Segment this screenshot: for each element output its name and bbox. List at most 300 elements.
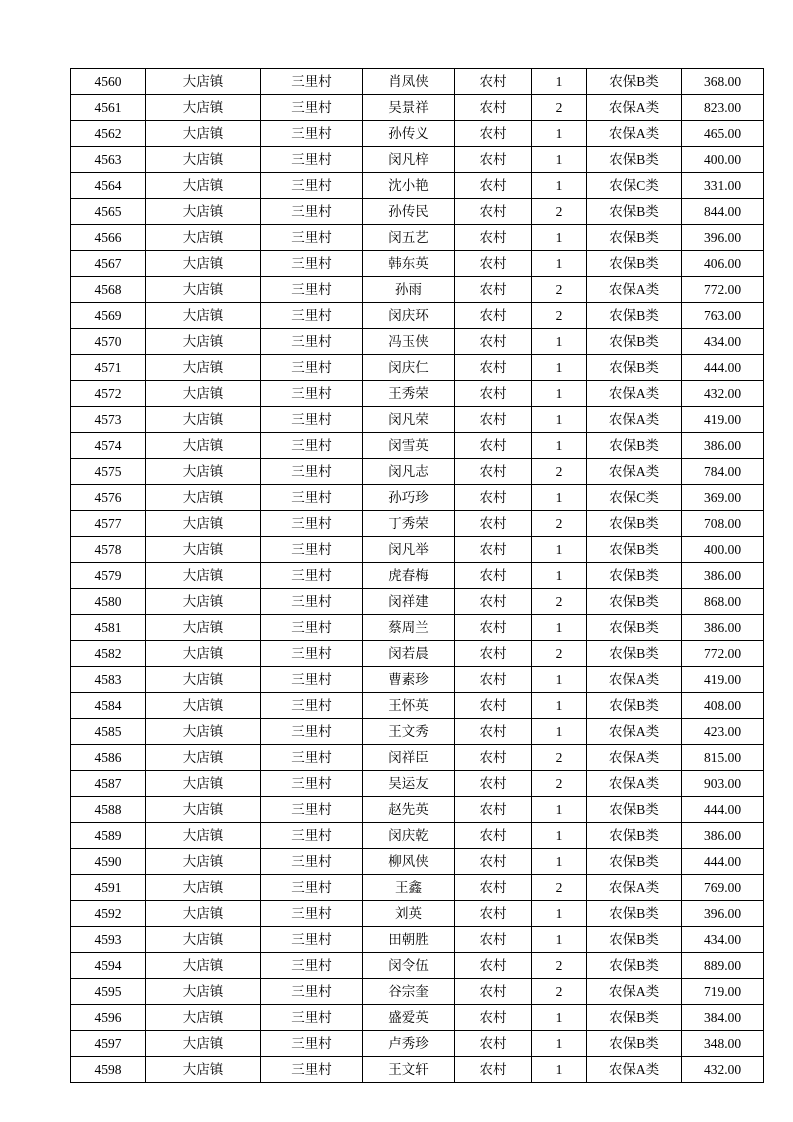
- cell-category: 农保B类: [587, 563, 682, 589]
- cell-count: 2: [532, 511, 587, 537]
- cell-village: 三里村: [261, 901, 363, 927]
- cell-household-type: 农村: [455, 771, 532, 797]
- cell-count: 1: [532, 225, 587, 251]
- cell-id: 4597: [71, 1031, 146, 1057]
- cell-village: 三里村: [261, 771, 363, 797]
- cell-household-type: 农村: [455, 485, 532, 511]
- cell-town: 大店镇: [146, 1031, 261, 1057]
- cell-id: 4563: [71, 147, 146, 173]
- cell-village: 三里村: [261, 95, 363, 121]
- cell-amount: 423.00: [682, 719, 764, 745]
- cell-amount: 396.00: [682, 901, 764, 927]
- cell-count: 1: [532, 1057, 587, 1083]
- cell-category: 农保B类: [587, 147, 682, 173]
- cell-village: 三里村: [261, 407, 363, 433]
- cell-category: 农保B类: [587, 303, 682, 329]
- cell-id: 4560: [71, 69, 146, 95]
- cell-amount: 386.00: [682, 823, 764, 849]
- cell-id: 4583: [71, 667, 146, 693]
- cell-name: 柳风侠: [363, 849, 455, 875]
- cell-amount: 844.00: [682, 199, 764, 225]
- cell-name: 孙传民: [363, 199, 455, 225]
- cell-village: 三里村: [261, 927, 363, 953]
- cell-name: 闵凡荣: [363, 407, 455, 433]
- table-row: [71, 225, 764, 251]
- cell-town: 大店镇: [146, 69, 261, 95]
- cell-id: 4567: [71, 251, 146, 277]
- cell-name: 孙雨: [363, 277, 455, 303]
- cell-category: 农保B类: [587, 823, 682, 849]
- cell-category: 农保A类: [587, 459, 682, 485]
- cell-count: 2: [532, 95, 587, 121]
- cell-amount: 769.00: [682, 875, 764, 901]
- cell-category: 农保B类: [587, 355, 682, 381]
- cell-amount: 400.00: [682, 147, 764, 173]
- cell-town: 大店镇: [146, 745, 261, 771]
- cell-village: 三里村: [261, 485, 363, 511]
- cell-id: 4596: [71, 1005, 146, 1031]
- cell-town: 大店镇: [146, 407, 261, 433]
- cell-id: 4561: [71, 95, 146, 121]
- cell-id: 4572: [71, 381, 146, 407]
- cell-id: 4598: [71, 1057, 146, 1083]
- table-row: [71, 251, 764, 277]
- cell-town: 大店镇: [146, 615, 261, 641]
- cell-count: 1: [532, 121, 587, 147]
- cell-name: 闵祥建: [363, 589, 455, 615]
- cell-name: 闵令伍: [363, 953, 455, 979]
- cell-name: 谷宗奎: [363, 979, 455, 1005]
- cell-name: 肖凤侠: [363, 69, 455, 95]
- cell-town: 大店镇: [146, 121, 261, 147]
- cell-household-type: 农村: [455, 979, 532, 1005]
- cell-name: 闵庆环: [363, 303, 455, 329]
- cell-town: 大店镇: [146, 667, 261, 693]
- cell-household-type: 农村: [455, 667, 532, 693]
- table-row: [71, 173, 764, 199]
- cell-amount: 396.00: [682, 225, 764, 251]
- cell-id: 4568: [71, 277, 146, 303]
- cell-amount: 772.00: [682, 277, 764, 303]
- cell-category: 农保A类: [587, 745, 682, 771]
- cell-count: 2: [532, 303, 587, 329]
- cell-household-type: 农村: [455, 745, 532, 771]
- cell-id: 4585: [71, 719, 146, 745]
- table-row: [71, 849, 764, 875]
- cell-town: 大店镇: [146, 823, 261, 849]
- table-row: [71, 563, 764, 589]
- table-row: [71, 589, 764, 615]
- cell-id: 4579: [71, 563, 146, 589]
- table-row: [71, 511, 764, 537]
- cell-category: 农保B类: [587, 589, 682, 615]
- table-row: [71, 979, 764, 1005]
- cell-household-type: 农村: [455, 901, 532, 927]
- cell-count: 2: [532, 953, 587, 979]
- cell-household-type: 农村: [455, 927, 532, 953]
- cell-household-type: 农村: [455, 1057, 532, 1083]
- cell-town: 大店镇: [146, 329, 261, 355]
- cell-household-type: 农村: [455, 303, 532, 329]
- cell-household-type: 农村: [455, 563, 532, 589]
- cell-village: 三里村: [261, 719, 363, 745]
- cell-village: 三里村: [261, 797, 363, 823]
- table-row: [71, 381, 764, 407]
- cell-amount: 434.00: [682, 329, 764, 355]
- cell-town: 大店镇: [146, 797, 261, 823]
- table-row: [71, 1057, 764, 1083]
- cell-village: 三里村: [261, 667, 363, 693]
- cell-household-type: 农村: [455, 199, 532, 225]
- cell-amount: 868.00: [682, 589, 764, 615]
- cell-name: 闵凡举: [363, 537, 455, 563]
- cell-amount: 368.00: [682, 69, 764, 95]
- cell-category: 农保A类: [587, 407, 682, 433]
- cell-amount: 331.00: [682, 173, 764, 199]
- cell-category: 农保A类: [587, 719, 682, 745]
- cell-name: 蔡周兰: [363, 615, 455, 641]
- cell-count: 1: [532, 355, 587, 381]
- cell-id: 4564: [71, 173, 146, 199]
- cell-town: 大店镇: [146, 433, 261, 459]
- table-row: [71, 407, 764, 433]
- cell-town: 大店镇: [146, 511, 261, 537]
- cell-household-type: 农村: [455, 641, 532, 667]
- cell-count: 1: [532, 927, 587, 953]
- cell-count: 1: [532, 719, 587, 745]
- cell-name: 田朝胜: [363, 927, 455, 953]
- table-row: [71, 875, 764, 901]
- cell-category: 农保B类: [587, 1031, 682, 1057]
- cell-name: 王文轩: [363, 1057, 455, 1083]
- cell-id: 4569: [71, 303, 146, 329]
- cell-category: 农保B类: [587, 69, 682, 95]
- cell-category: 农保B类: [587, 849, 682, 875]
- cell-category: 农保A类: [587, 979, 682, 1005]
- cell-household-type: 农村: [455, 173, 532, 199]
- cell-category: 农保B类: [587, 329, 682, 355]
- cell-name: 韩东英: [363, 251, 455, 277]
- cell-village: 三里村: [261, 277, 363, 303]
- cell-id: 4565: [71, 199, 146, 225]
- cell-village: 三里村: [261, 459, 363, 485]
- cell-amount: 772.00: [682, 641, 764, 667]
- cell-village: 三里村: [261, 381, 363, 407]
- cell-id: 4575: [71, 459, 146, 485]
- cell-amount: 386.00: [682, 563, 764, 589]
- cell-household-type: 农村: [455, 1005, 532, 1031]
- cell-id: 4593: [71, 927, 146, 953]
- cell-name: 王鑫: [363, 875, 455, 901]
- cell-town: 大店镇: [146, 901, 261, 927]
- cell-town: 大店镇: [146, 771, 261, 797]
- cell-town: 大店镇: [146, 979, 261, 1005]
- cell-name: 虎春梅: [363, 563, 455, 589]
- cell-category: 农保B类: [587, 225, 682, 251]
- cell-count: 2: [532, 199, 587, 225]
- cell-id: 4592: [71, 901, 146, 927]
- cell-count: 1: [532, 173, 587, 199]
- cell-village: 三里村: [261, 69, 363, 95]
- table-row: [71, 719, 764, 745]
- cell-household-type: 农村: [455, 407, 532, 433]
- cell-village: 三里村: [261, 1031, 363, 1057]
- table-row: [71, 927, 764, 953]
- cell-name: 王秀荣: [363, 381, 455, 407]
- cell-id: 4594: [71, 953, 146, 979]
- cell-name: 闵庆仁: [363, 355, 455, 381]
- cell-village: 三里村: [261, 1005, 363, 1031]
- cell-name: 卢秀珍: [363, 1031, 455, 1057]
- cell-id: 4588: [71, 797, 146, 823]
- cell-name: 沈小艳: [363, 173, 455, 199]
- table-row: [71, 1005, 764, 1031]
- cell-id: 4591: [71, 875, 146, 901]
- cell-household-type: 农村: [455, 95, 532, 121]
- cell-town: 大店镇: [146, 537, 261, 563]
- cell-count: 1: [532, 433, 587, 459]
- cell-amount: 408.00: [682, 693, 764, 719]
- cell-amount: 763.00: [682, 303, 764, 329]
- table-row: [71, 823, 764, 849]
- cell-amount: 419.00: [682, 667, 764, 693]
- cell-household-type: 农村: [455, 329, 532, 355]
- cell-count: 1: [532, 563, 587, 589]
- cell-category: 农保B类: [587, 251, 682, 277]
- cell-count: 1: [532, 251, 587, 277]
- cell-village: 三里村: [261, 251, 363, 277]
- table-row: [71, 641, 764, 667]
- table-row: [71, 433, 764, 459]
- cell-count: 1: [532, 1031, 587, 1057]
- cell-amount: 708.00: [682, 511, 764, 537]
- cell-count: 2: [532, 771, 587, 797]
- cell-village: 三里村: [261, 875, 363, 901]
- cell-village: 三里村: [261, 745, 363, 771]
- cell-household-type: 农村: [455, 1031, 532, 1057]
- cell-id: 4590: [71, 849, 146, 875]
- cell-id: 4571: [71, 355, 146, 381]
- table-row: [71, 1031, 764, 1057]
- cell-household-type: 农村: [455, 693, 532, 719]
- cell-category: 农保B类: [587, 927, 682, 953]
- cell-category: 农保A类: [587, 771, 682, 797]
- cell-name: 闵若晨: [363, 641, 455, 667]
- cell-town: 大店镇: [146, 277, 261, 303]
- cell-category: 农保B类: [587, 953, 682, 979]
- cell-village: 三里村: [261, 823, 363, 849]
- cell-category: 农保B类: [587, 693, 682, 719]
- cell-count: 1: [532, 407, 587, 433]
- cell-id: 4566: [71, 225, 146, 251]
- cell-category: 农保A类: [587, 277, 682, 303]
- cell-amount: 784.00: [682, 459, 764, 485]
- cell-name: 刘英: [363, 901, 455, 927]
- cell-amount: 369.00: [682, 485, 764, 511]
- cell-name: 闵雪英: [363, 433, 455, 459]
- cell-village: 三里村: [261, 641, 363, 667]
- cell-count: 1: [532, 615, 587, 641]
- cell-household-type: 农村: [455, 381, 532, 407]
- cell-household-type: 农村: [455, 615, 532, 641]
- table-row: [71, 485, 764, 511]
- cell-household-type: 农村: [455, 147, 532, 173]
- cell-category: 农保B类: [587, 797, 682, 823]
- cell-town: 大店镇: [146, 459, 261, 485]
- table-row: [71, 355, 764, 381]
- cell-category: 农保B类: [587, 1005, 682, 1031]
- cell-village: 三里村: [261, 849, 363, 875]
- cell-category: 农保C类: [587, 173, 682, 199]
- cell-town: 大店镇: [146, 251, 261, 277]
- cell-town: 大店镇: [146, 927, 261, 953]
- cell-village: 三里村: [261, 953, 363, 979]
- table-row: [71, 95, 764, 121]
- cell-town: 大店镇: [146, 849, 261, 875]
- cell-town: 大店镇: [146, 719, 261, 745]
- cell-village: 三里村: [261, 225, 363, 251]
- subsidy-table: [70, 68, 764, 1083]
- cell-village: 三里村: [261, 979, 363, 1005]
- cell-category: 农保A类: [587, 381, 682, 407]
- cell-id: 4577: [71, 511, 146, 537]
- cell-household-type: 农村: [455, 511, 532, 537]
- cell-count: 1: [532, 381, 587, 407]
- cell-name: 孙传义: [363, 121, 455, 147]
- cell-category: 农保A类: [587, 875, 682, 901]
- cell-town: 大店镇: [146, 953, 261, 979]
- cell-village: 三里村: [261, 199, 363, 225]
- table-row: [71, 121, 764, 147]
- cell-household-type: 农村: [455, 719, 532, 745]
- cell-town: 大店镇: [146, 563, 261, 589]
- table-row: [71, 147, 764, 173]
- cell-id: 4587: [71, 771, 146, 797]
- cell-name: 赵先英: [363, 797, 455, 823]
- cell-town: 大店镇: [146, 1057, 261, 1083]
- table-row: [71, 303, 764, 329]
- cell-category: 农保B类: [587, 433, 682, 459]
- cell-name: 闵凡梓: [363, 147, 455, 173]
- cell-village: 三里村: [261, 303, 363, 329]
- cell-amount: 823.00: [682, 95, 764, 121]
- cell-household-type: 农村: [455, 251, 532, 277]
- cell-household-type: 农村: [455, 355, 532, 381]
- cell-amount: 432.00: [682, 381, 764, 407]
- cell-category: 农保A类: [587, 667, 682, 693]
- cell-count: 1: [532, 1005, 587, 1031]
- cell-id: 4580: [71, 589, 146, 615]
- table-row: [71, 667, 764, 693]
- cell-id: 4576: [71, 485, 146, 511]
- cell-village: 三里村: [261, 693, 363, 719]
- cell-category: 农保A类: [587, 95, 682, 121]
- cell-town: 大店镇: [146, 355, 261, 381]
- cell-id: 4582: [71, 641, 146, 667]
- cell-amount: 444.00: [682, 797, 764, 823]
- cell-category: 农保B类: [587, 511, 682, 537]
- cell-town: 大店镇: [146, 641, 261, 667]
- cell-village: 三里村: [261, 147, 363, 173]
- cell-count: 1: [532, 537, 587, 563]
- cell-amount: 406.00: [682, 251, 764, 277]
- cell-count: 1: [532, 693, 587, 719]
- cell-count: 1: [532, 69, 587, 95]
- cell-village: 三里村: [261, 537, 363, 563]
- cell-amount: 889.00: [682, 953, 764, 979]
- table-row: [71, 199, 764, 225]
- cell-household-type: 农村: [455, 277, 532, 303]
- cell-household-type: 农村: [455, 459, 532, 485]
- cell-count: 2: [532, 875, 587, 901]
- table-row: [71, 771, 764, 797]
- cell-category: 农保C类: [587, 485, 682, 511]
- cell-count: 2: [532, 745, 587, 771]
- cell-id: 4574: [71, 433, 146, 459]
- cell-id: 4570: [71, 329, 146, 355]
- cell-amount: 419.00: [682, 407, 764, 433]
- cell-id: 4562: [71, 121, 146, 147]
- cell-count: 1: [532, 849, 587, 875]
- cell-category: 农保B类: [587, 615, 682, 641]
- cell-name: 丁秀荣: [363, 511, 455, 537]
- cell-name: 孙巧珍: [363, 485, 455, 511]
- cell-count: 2: [532, 589, 587, 615]
- cell-id: 4578: [71, 537, 146, 563]
- cell-town: 大店镇: [146, 147, 261, 173]
- cell-town: 大店镇: [146, 485, 261, 511]
- cell-count: 1: [532, 901, 587, 927]
- cell-village: 三里村: [261, 615, 363, 641]
- cell-household-type: 农村: [455, 875, 532, 901]
- cell-village: 三里村: [261, 355, 363, 381]
- cell-town: 大店镇: [146, 693, 261, 719]
- cell-village: 三里村: [261, 563, 363, 589]
- cell-household-type: 农村: [455, 225, 532, 251]
- cell-name: 曹素珍: [363, 667, 455, 693]
- cell-count: 2: [532, 277, 587, 303]
- cell-household-type: 农村: [455, 121, 532, 147]
- cell-amount: 386.00: [682, 433, 764, 459]
- cell-amount: 400.00: [682, 537, 764, 563]
- cell-household-type: 农村: [455, 953, 532, 979]
- cell-household-type: 农村: [455, 849, 532, 875]
- cell-count: 1: [532, 797, 587, 823]
- table-row: [71, 693, 764, 719]
- cell-id: 4595: [71, 979, 146, 1005]
- cell-village: 三里村: [261, 121, 363, 147]
- cell-count: 2: [532, 979, 587, 1005]
- cell-town: 大店镇: [146, 1005, 261, 1031]
- cell-village: 三里村: [261, 173, 363, 199]
- table-row: [71, 901, 764, 927]
- cell-town: 大店镇: [146, 225, 261, 251]
- cell-amount: 434.00: [682, 927, 764, 953]
- cell-amount: 384.00: [682, 1005, 764, 1031]
- table-row: [71, 745, 764, 771]
- table-row: [71, 329, 764, 355]
- cell-village: 三里村: [261, 511, 363, 537]
- cell-category: 农保B类: [587, 199, 682, 225]
- cell-village: 三里村: [261, 433, 363, 459]
- cell-name: 闵庆乾: [363, 823, 455, 849]
- table-row: [71, 615, 764, 641]
- cell-town: 大店镇: [146, 589, 261, 615]
- cell-amount: 386.00: [682, 615, 764, 641]
- cell-category: 农保B类: [587, 641, 682, 667]
- cell-id: 4584: [71, 693, 146, 719]
- cell-category: 农保A类: [587, 1057, 682, 1083]
